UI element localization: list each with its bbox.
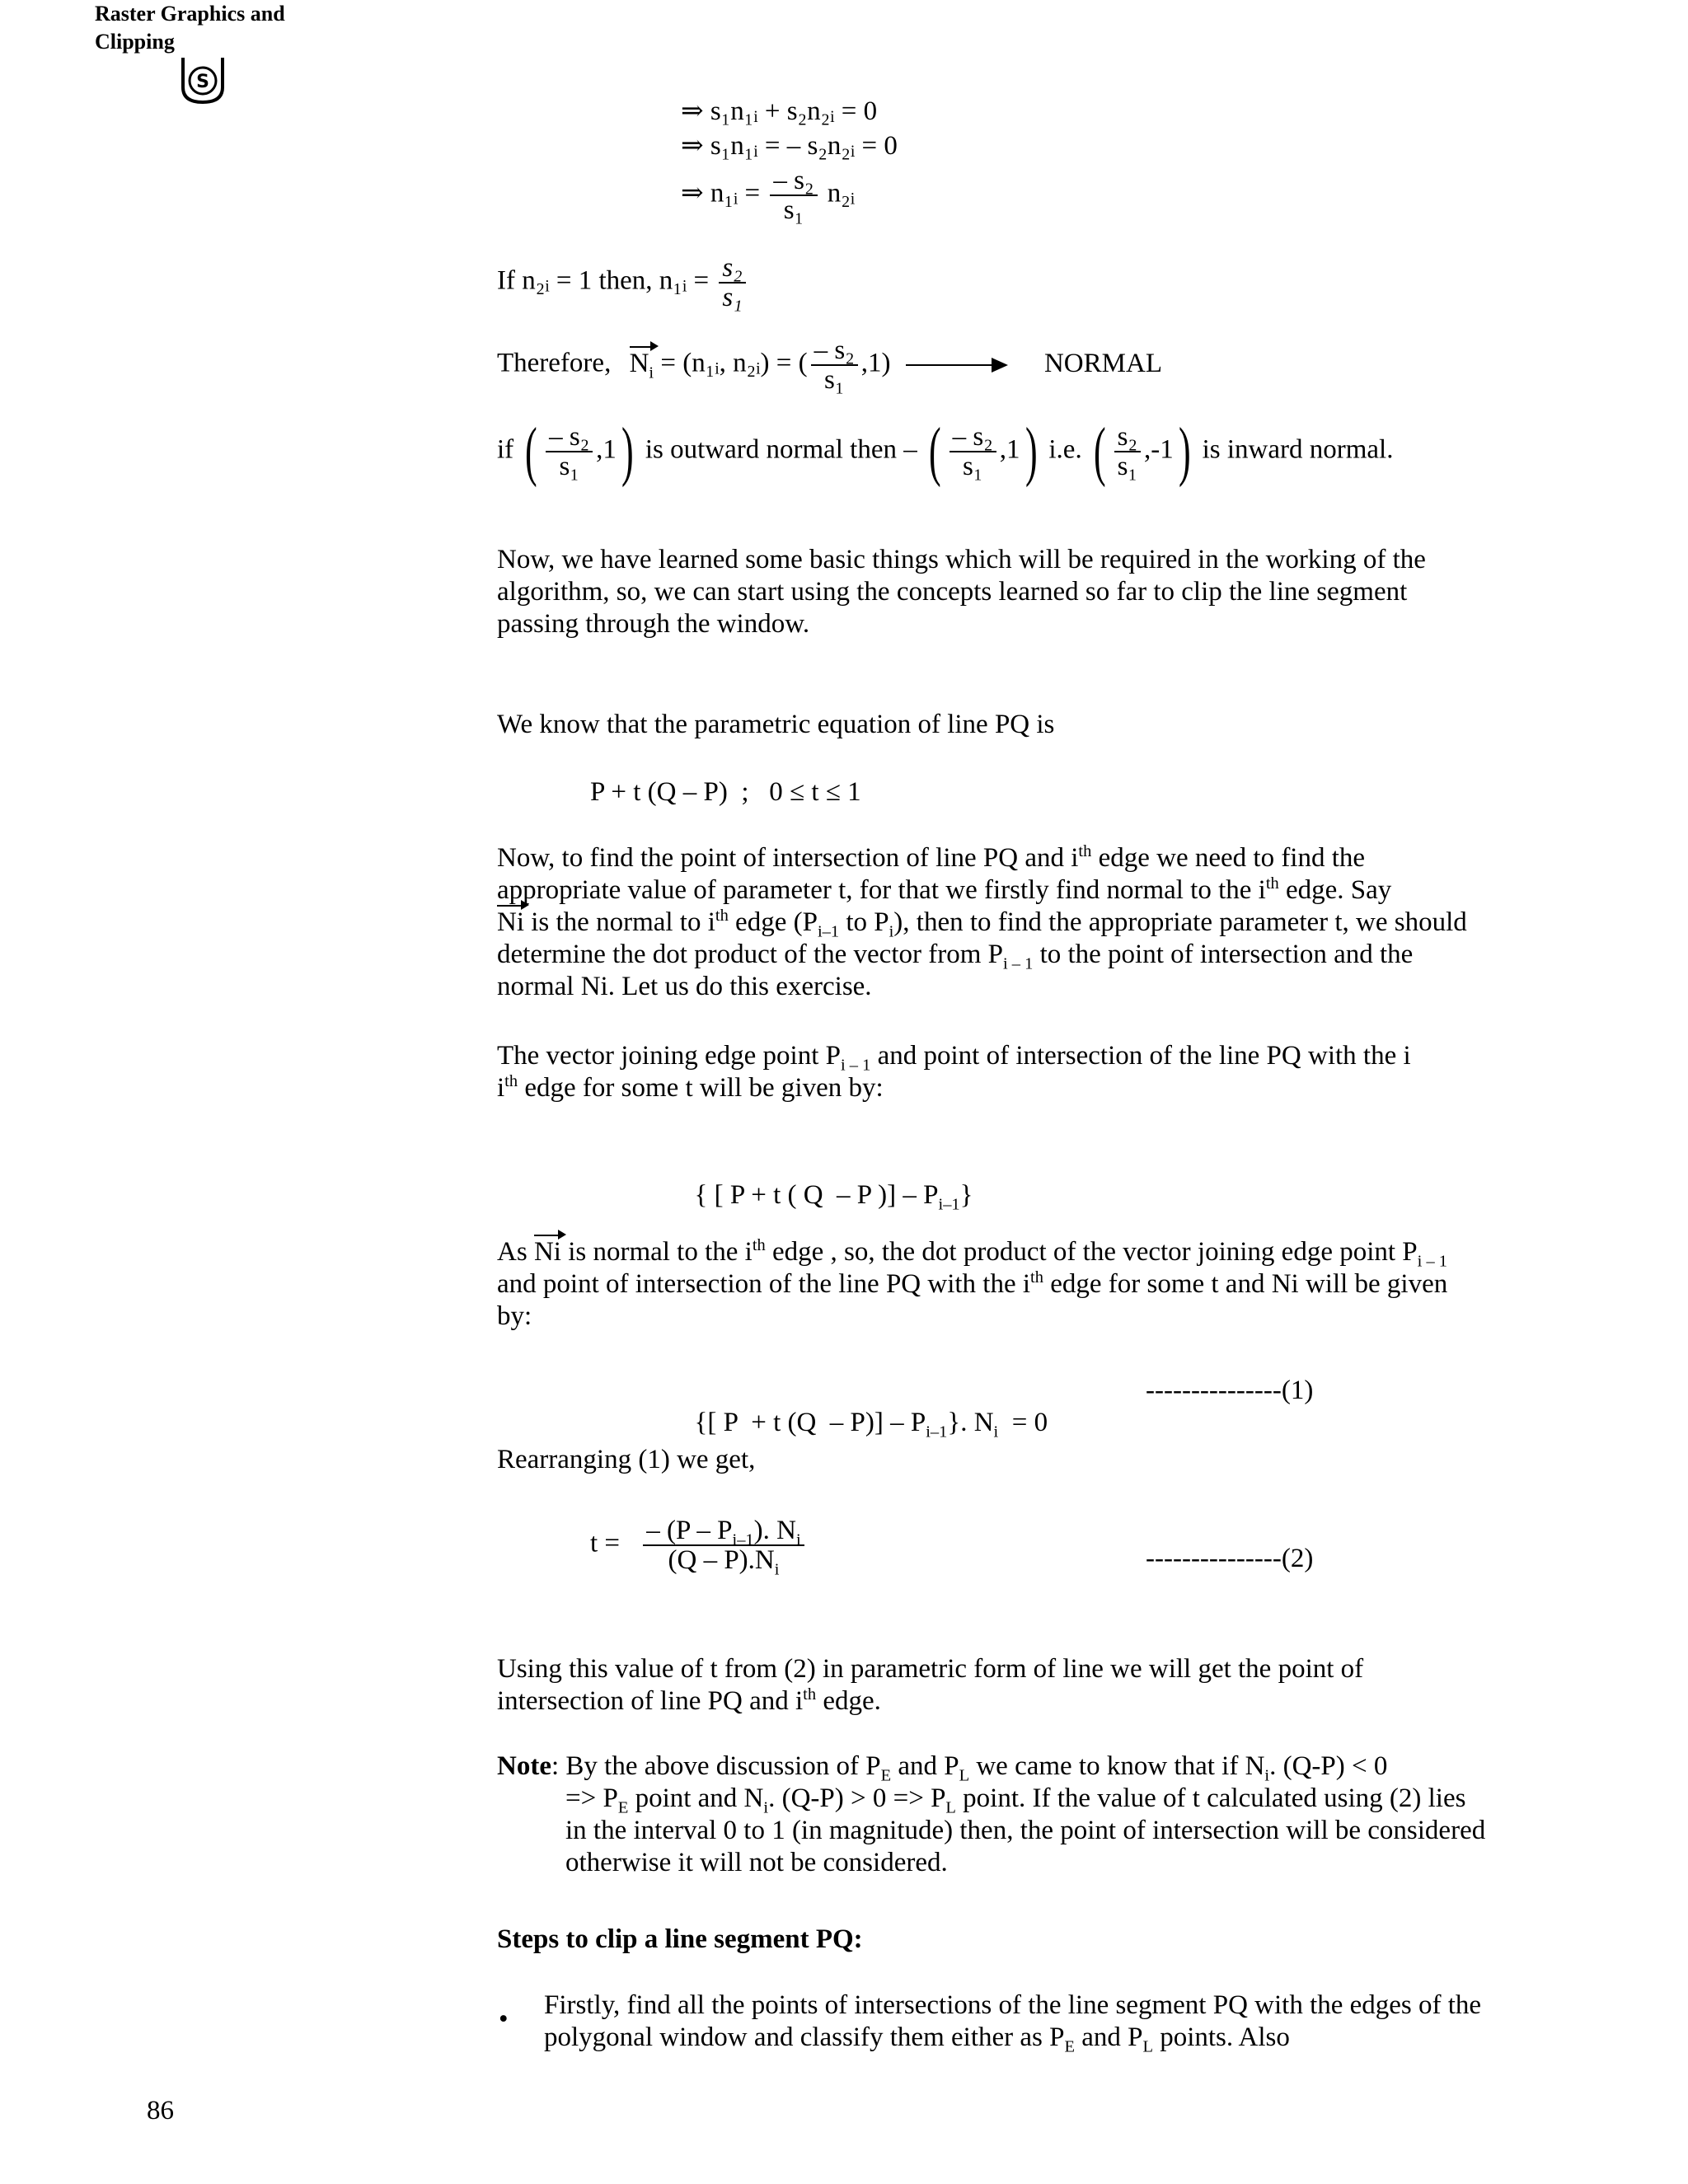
p5-text-a: As bbox=[497, 1237, 534, 1267]
vector-expression-end: } bbox=[959, 1180, 973, 1210]
outward-neg-numerator: – s₂ bbox=[950, 423, 996, 452]
outward-neg-denominator: s₁ bbox=[963, 452, 983, 481]
t-fraction bbox=[643, 1516, 804, 1579]
note-text-f: point and N bbox=[628, 1783, 764, 1813]
therefore-mid: = (n₁ᵢ, n₂ᵢ) = ( bbox=[660, 348, 808, 378]
i-sub: i bbox=[795, 1530, 801, 1549]
steps-heading: Steps to clip a line segment PQ: bbox=[497, 1924, 863, 1954]
i-sub: i bbox=[774, 1560, 780, 1579]
parametric-equation: P + t (Q – P) ; 0 ≤ t ≤ 1 bbox=[590, 777, 861, 807]
inward-fraction bbox=[1114, 423, 1141, 480]
outward-denominator: s₁ bbox=[559, 452, 579, 481]
arrow-right-icon bbox=[906, 364, 1005, 366]
l-sub: L bbox=[1142, 2037, 1153, 2056]
inward-text: is inward normal. bbox=[1202, 434, 1394, 465]
e-sub: E bbox=[880, 1766, 892, 1785]
header-title-line2: Clipping bbox=[95, 30, 175, 54]
therefore-prefix: Therefore, bbox=[497, 348, 612, 378]
outward-text: is outward normal then – bbox=[645, 434, 917, 465]
i-minus-1-sub: i – 1 bbox=[1417, 1252, 1447, 1271]
equation-label-2: ---------------(2) bbox=[1146, 1544, 1314, 1573]
eq3-fraction bbox=[770, 166, 817, 224]
i-minus-1-sub: i – 1 bbox=[841, 1056, 871, 1075]
note-label: Note bbox=[497, 1751, 551, 1781]
i-minus-1-sub: i–1 bbox=[732, 1530, 754, 1549]
note-continuation bbox=[565, 1783, 1486, 1879]
inward-minus-one: ,-1 bbox=[1143, 434, 1174, 465]
note-text-d: . (Q-P) < 0 bbox=[1269, 1751, 1388, 1781]
paragraph-parametric: We know that the parametric equation of line PQ is bbox=[497, 710, 1055, 739]
dot-eq-sub: i–1 bbox=[926, 1422, 948, 1441]
if-denominator: s₁ bbox=[722, 283, 743, 312]
if-numerator: s₂ bbox=[719, 254, 745, 284]
i-minus-1-sub: i – 1 bbox=[1002, 954, 1034, 973]
therefore-end: ,1) bbox=[860, 348, 891, 378]
equation-2: ⇒ s₁n₁ᵢ = – s₂n₂ᵢ = 0 bbox=[681, 131, 898, 161]
p4-text-c: edge for some t will be given by: bbox=[518, 1073, 884, 1103]
note-text-a: : By the above discussion of P bbox=[551, 1751, 881, 1781]
paragraph-vector-joining bbox=[497, 1040, 1486, 1104]
vector-expression-main: { [ P + t ( Q – P )] – P bbox=[694, 1180, 939, 1210]
t-num-main: – (P – P bbox=[646, 1516, 733, 1545]
p3-text-a: Now, to find the point of intersection of line PQ and i bbox=[497, 843, 1079, 873]
outward-neg-one: ,1 bbox=[999, 434, 1020, 465]
bullet-item-1 bbox=[544, 1990, 1484, 2054]
bullet1-text-b: and P bbox=[1074, 2022, 1143, 2052]
header-title bbox=[95, 0, 285, 56]
paragraph-rearranging: Rearranging (1) we get, bbox=[497, 1445, 756, 1474]
t-num-end: ). N bbox=[753, 1516, 796, 1545]
right-paren-icon: ) bbox=[1025, 415, 1038, 488]
eq3-denominator: s₁ bbox=[783, 195, 804, 225]
equation-3 bbox=[681, 166, 855, 224]
eq3-numerator: – s₂ bbox=[770, 166, 817, 196]
i-sub: i bbox=[993, 1422, 999, 1441]
note-text-g: . (Q-P) > 0 => P bbox=[768, 1783, 946, 1813]
outward-if: if bbox=[497, 434, 514, 465]
bullet1-text-a: Firstly, find all the points of intersections of the line segment PQ with the edges of the polygonal window and classify them either as P bbox=[544, 1990, 1482, 2052]
outward-fraction bbox=[546, 423, 593, 480]
therefore-numerator: – s₂ bbox=[811, 336, 858, 366]
outward-numerator: – s₂ bbox=[546, 423, 593, 452]
th-superscript: th bbox=[504, 1072, 518, 1090]
p3-text-f: to P bbox=[839, 907, 889, 937]
bullet-icon: • bbox=[499, 2004, 509, 2034]
l-sub: L bbox=[959, 1766, 970, 1785]
vector-expression-sub: i–1 bbox=[938, 1195, 960, 1214]
p7-text-b: edge. bbox=[816, 1686, 881, 1716]
ie-text: i.e. bbox=[1048, 434, 1082, 465]
t-lhs: t = bbox=[590, 1528, 621, 1558]
left-paren-icon: ( bbox=[928, 415, 941, 488]
dot-eq-main: {[ P + t (Q – P)] – P bbox=[694, 1408, 926, 1437]
p3-text-e: edge (P bbox=[728, 907, 818, 937]
i-sub: i bbox=[1264, 1766, 1270, 1785]
therefore-equation bbox=[497, 336, 1162, 394]
e-sub: E bbox=[617, 1798, 629, 1817]
p5-text-d: and point of intersection of the line PQ with the i bbox=[497, 1269, 1031, 1299]
right-paren-icon: ) bbox=[1178, 415, 1191, 488]
if-equation bbox=[497, 254, 749, 312]
note-text-c: we came to know that if N bbox=[969, 1751, 1265, 1781]
normal-label: NORMAL bbox=[1043, 348, 1162, 378]
i-letter: i bbox=[497, 1073, 505, 1103]
note-paragraph bbox=[497, 1750, 1486, 1879]
th-superscript: th bbox=[1265, 874, 1279, 893]
p3-text-g: ), then to find the appropriate parameter t, we should determine the dot product of the vector from P bbox=[497, 907, 1467, 969]
bullet1-text-c: points. Also bbox=[1152, 2022, 1290, 2052]
therefore-fraction bbox=[811, 336, 858, 394]
p5-text-c: edge , so, the dot product of the vector joining edge point P bbox=[765, 1237, 1418, 1267]
outward-neg-fraction bbox=[950, 423, 996, 480]
inward-numerator: s₂ bbox=[1114, 423, 1141, 452]
therefore-denominator: s₁ bbox=[823, 365, 845, 395]
p3-text-c: edge. Say bbox=[1278, 875, 1392, 905]
left-paren-icon: ( bbox=[1093, 415, 1106, 488]
if-fraction bbox=[719, 254, 745, 312]
eq3-rhs: n₂ᵢ bbox=[827, 178, 856, 209]
eq3-lhs: ⇒ n₁ᵢ = bbox=[681, 178, 761, 209]
paragraph-dot-product bbox=[497, 1236, 1486, 1333]
p3-text-b: edge we need to find the appropriate value of parameter t, for that we firstly find normal to the i bbox=[497, 843, 1366, 905]
th-superscript: th bbox=[752, 1236, 766, 1254]
note-text-e: => P bbox=[565, 1783, 618, 1813]
dot-product-equation bbox=[681, 1375, 1048, 1439]
t-denominator bbox=[643, 1545, 804, 1579]
p5-text-b: is normal to the i bbox=[560, 1237, 753, 1267]
p4-text-b: and point of intersection of the line PQ with the i bbox=[870, 1041, 1411, 1071]
p3-text-d: is the normal to i bbox=[524, 907, 715, 937]
e-sub: E bbox=[1064, 2037, 1075, 2056]
paragraph-intro: Now, we have learned some basic things which will be required in the working of the algorithm, so, we can start using the concepts learned so far to clip the line segment passing through the window. bbox=[497, 545, 1426, 639]
right-paren-icon: ) bbox=[621, 415, 634, 488]
inward-denominator: s₁ bbox=[1117, 452, 1137, 481]
svg-text:S: S bbox=[196, 72, 209, 92]
p3-text-h: to the point of intersection and the normal Ni. Let us do this exercise. bbox=[497, 940, 1414, 1001]
header-title-line1: Raster Graphics and bbox=[95, 2, 285, 26]
th-superscript: th bbox=[715, 907, 729, 925]
ni-vector-symbol: Ni bbox=[497, 907, 524, 937]
ni-vector-symbol: Ni bbox=[533, 1237, 561, 1267]
th-superscript: th bbox=[1030, 1268, 1043, 1286]
i-sub: i bbox=[889, 922, 894, 941]
p5-text-e: edge for some t and Ni will be given by: bbox=[497, 1269, 1448, 1331]
equation-1: ⇒ s₁n₁ᵢ + s₂n₂ᵢ = 0 bbox=[681, 96, 878, 126]
p7-text-a: Using this value of t from (2) in parametric form of line we will get the point of intersection of line PQ and i bbox=[497, 1654, 1364, 1716]
left-paren-icon: ( bbox=[525, 415, 538, 488]
paragraph-using-value bbox=[497, 1653, 1486, 1718]
page-number: 86 bbox=[147, 2096, 174, 2125]
dot-eq-end: }. N bbox=[947, 1408, 994, 1437]
l-sub: L bbox=[945, 1798, 956, 1817]
t-numerator bbox=[643, 1516, 804, 1549]
normal-vector-letter: N bbox=[629, 348, 649, 378]
i-minus-1-sub: i–1 bbox=[817, 922, 840, 941]
th-superscript: th bbox=[1078, 842, 1092, 860]
note-text-h: point. If the value of t calculated using (2) lies in the interval 0 to 1 (in magnitude) then, the point of intersection will be considered otherwise it will not be considered. bbox=[565, 1783, 1486, 1877]
t-den-main: (Q – P).N bbox=[668, 1545, 775, 1575]
i-sub: i bbox=[763, 1798, 769, 1817]
outward-normal-equation bbox=[497, 415, 1394, 488]
vector-expression bbox=[681, 1147, 973, 1212]
if-prefix: If n₂ᵢ = 1 then, n₁ᵢ = bbox=[497, 265, 710, 296]
normal-vector-symbol bbox=[630, 348, 654, 380]
equation-label-1: ---------------(1) bbox=[1146, 1376, 1314, 1405]
normal-vector-sub: i bbox=[649, 363, 654, 382]
dot-eq-rhs: = 0 bbox=[1011, 1408, 1048, 1437]
ignou-logo-icon bbox=[180, 54, 226, 105]
paragraph-intersection bbox=[497, 842, 1486, 1003]
note-text-b: and P bbox=[891, 1751, 959, 1781]
t-equation bbox=[590, 1516, 808, 1579]
p4-text-a: The vector joining edge point P bbox=[497, 1041, 841, 1071]
th-superscript: th bbox=[803, 1685, 817, 1704]
outward-one: ,1 bbox=[596, 434, 617, 465]
